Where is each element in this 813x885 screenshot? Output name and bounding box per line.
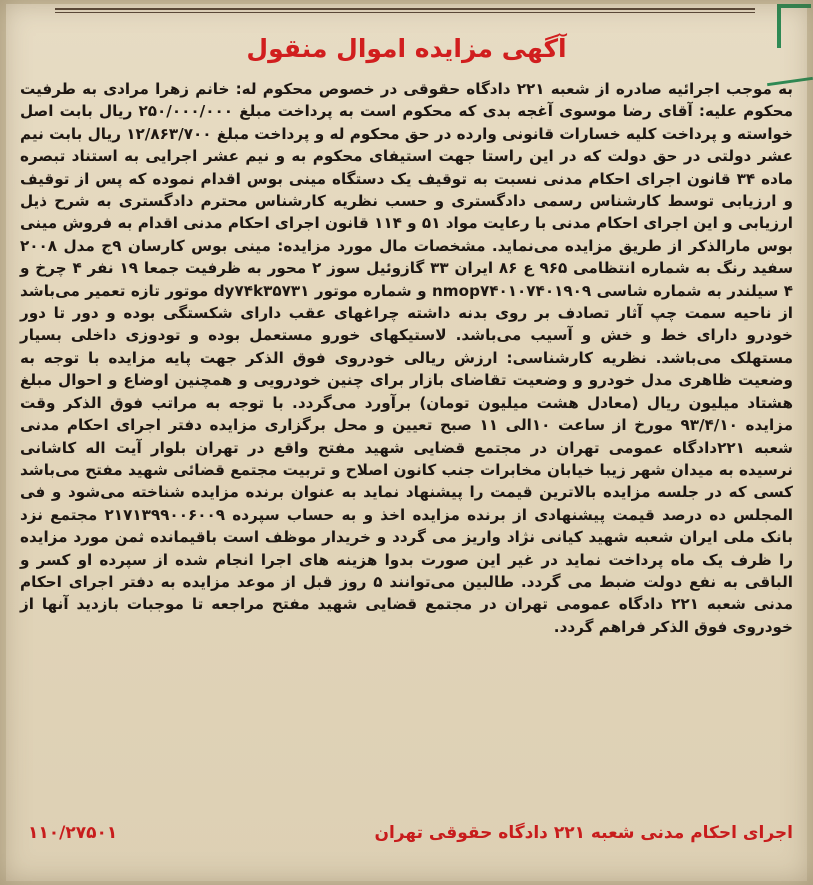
notice-footer bbox=[20, 823, 793, 851]
notice-body: به موجب اجرائیه صادره از شعبه ۲۲۱ دادگاه حقوقی در خصوص محکوم له: خانم زهرا مرادی به طرفیت محکوم علیه: آقای رضا موسوی آغجه بدی که محکوم است به پرداخت مبلغ ۲۵۰/۰۰۰/۰۰۰ ریال بابت اصل خواسته و پرداخت کلیه خسارات قانونی وارده در حق محکوم له و پرداخت مبلغ ۱۲/۸۶۳/۷۰۰ ریال بابت نیم عشر دولتی در حق دولت که در این راستا جهت استیفای محکوم به و نیم عشر اجرایی به استناد تبصره ماده ۳۴ قانون اجرای احکام مدنی نسبت به توقیف یک دستگاه مینی بوس اقدام نموده که پس از توقیف و ارزیابی توسط کارشناس رسمی دادگستری و حسب نظریه کارشناس محترم دادگستری به شرح ذیل ارزیابی و این اجرای احکام مدنی با رعایت مواد ۵۱ و ۱۱۴ قانون اجرای احکام مدنی اقدام به فروش مینی بوس مارالذکر از طریق مزایده می‌نماید. مشخصات مال مورد مزایده: مینی بوس کارسان ۹ج مدل ۲۰۰۸ سفید رنگ به شماره انتظامی ۹۶۵ ع ۸۶ ایران ۳۳ گازوئیل سوز ۲ محور به ظرفیت جمعا ۱۹ نفر ۴ چرخ و ۴ سیلندر به شماره شاسی nmop۷۴۰۱۰۷۴۰۱۹۰۹ و شماره موتور dy۷۴k۳۵۷۳۱ موتور تازه تعمیر می‌باشد از ناحیه سمت چپ آثار تصادف بر روی بدنه داشته چراغهای عقب دارای شکستگی بوده و دور تا دور خودرو دارای خط و خش و آسیب می‌باشد. لاستیکهای خورو مستعمل بوده و تودوزی داخلی بسیار مستهلک می‌باشد. نظریه کارشناسی: ارزش ریالی خودروی فوق الذکر جهت پایه مزایده با توجه به وضعیت ظاهری مدل خودرو و وضعیت تقاضای بازار برای چنین خودرویی و همچنین اوضاع و احوال مبلغ هشتاد میلیون ریال (معادل هشت میلیون تومان) برآورد می‌گردد. با توجه به مراتب فوق الذکر وقت مزایده ۹۳/۴/۱۰ مورخ از ساعت ۱۰الی ۱۱ صبح تعیین و محل برگزاری مزایده دفتر اجرای احکام مدنی شعبه ۲۲۱دادگاه عمومی تهران در مجتمع قضایی شهید مفتح واقع در تهران بلوار آیت اله کاشانی نرسیده به میدان شهر زیبا خیابان مخابرات جنب کانون اصلاح و تربیت مجتمع قضائی شهید مفتح می‌باشد کسی که در جلسه مزایده بالاترین قیمت را پیشنهاد نماید به عنوان برنده مزایده شناخته می‌شود و فی المجلس ده درصد قیمت پیشنهادی از برنده مزایده اخذ و به حساب سپرده ۲۱۷۱۳۹۹۰۰۶۰۰۹ مجتمع نزد بانک ملی ایران شعبه شهید کیانی نژاد واریز می گردد و خریدار موظف است باقیمانده ثمن مورد مزایده را ظرف یک ماه پرداخت نماید در غیر این صورت بدوا هزینه های اجرا انجام شده از سپرده او کسر و الباقی به نفع دولت ضبط می گردد. طالبین می‌توانند ۵ روز قبل از موعد مزایده به دفتر اجرای احکام مدنی شعبه ۲۲۱ دادگاه عمومی تهران در مجتمع قضایی شهید مفتح مراجعه تا موجبات بازدید آنها از خودروی فوق الذکر فراهم گردد. bbox=[20, 80, 794, 636]
notice-title: آگهی مزایده اموال منقول bbox=[246, 34, 567, 63]
top-rule-divider bbox=[55, 8, 755, 13]
notice-code: ۱۱۰/۲۷۵۰۱ bbox=[28, 823, 118, 843]
issuer-signature: اجرای احکام مدنی شعبه ۲۲۱ دادگاه حقوقی تهران bbox=[374, 823, 793, 843]
